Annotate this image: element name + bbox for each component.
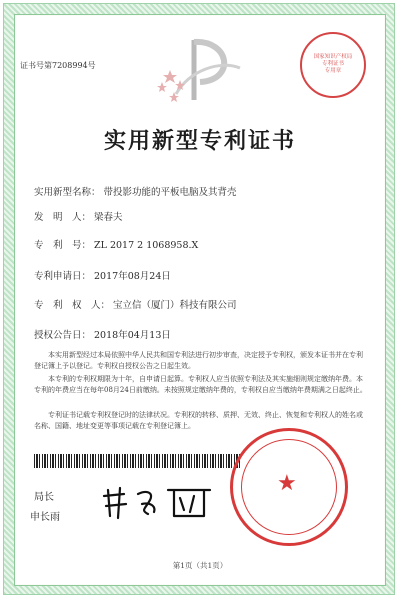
field-value: 带投影功能的平板电脑及其背壳 xyxy=(103,187,237,198)
director-title: 局长 xyxy=(34,492,54,503)
signature xyxy=(98,476,218,522)
field-utility-model-name xyxy=(34,184,237,198)
field-filing-date xyxy=(34,268,171,282)
field-label: 发 明 人： xyxy=(34,212,92,223)
field-value: ZL 2017 2 1068958.X xyxy=(94,240,199,251)
field-label: 专利申请日： xyxy=(34,271,92,282)
page-number: 第1页（共1页） xyxy=(172,561,228,570)
sipo-logo-icon xyxy=(150,30,250,114)
paragraph-1: 本实用新型经过本局依照中华人民共和国专利法进行初步审查，决定授予专利权，颁发本证书并在专利登记簿上予以登记。专利权自授权公告之日起生效。 xyxy=(34,351,363,370)
field-grant-date xyxy=(34,327,171,341)
director-name: 申长雨 xyxy=(30,512,60,523)
field-label: 专 利 权 人： xyxy=(34,300,111,311)
paragraph-2: 本专利的专利权期限为十年，自申请日起算。专利权人应当依照专利法及其实施细则规定缴纳年费。本专利的年费应当在每年08月24日前缴纳。未按照规定缴纳年费的，专利权自应当缴纳年费期满之日起终止。 xyxy=(34,375,367,394)
bottom-official-seal xyxy=(230,428,348,546)
barcode xyxy=(34,454,240,468)
field-value: 宝立信（厦门）科技有限公司 xyxy=(113,300,237,311)
field-label: 实用新型名称： xyxy=(34,187,101,198)
field-inventor xyxy=(34,209,123,223)
field-value: 2018年04月13日 xyxy=(94,330,171,341)
field-patent-number xyxy=(34,237,198,251)
field-label: 授权公告日： xyxy=(34,330,92,341)
certificate-number: 证书号第7208994号 xyxy=(20,61,96,70)
field-patentee xyxy=(34,297,237,311)
field-label: 专 利 号： xyxy=(34,240,92,251)
top-official-seal: 国家知识产权局 专利证书 专用章 xyxy=(300,32,366,98)
field-value: 梁春夫 xyxy=(94,212,123,223)
paragraph-3: 专利证书记载专利权登记时的法律状况。专利权的转移、质押、无效、终止、恢复和专利权人的姓名或名称、国籍、地址变更等事项记载在专利登记簿上。 xyxy=(34,411,363,430)
field-value: 2017年08月24日 xyxy=(94,271,171,282)
certificate-title: 实用新型专利证书 xyxy=(103,128,296,154)
seal-star-icon: ★ xyxy=(277,471,297,496)
